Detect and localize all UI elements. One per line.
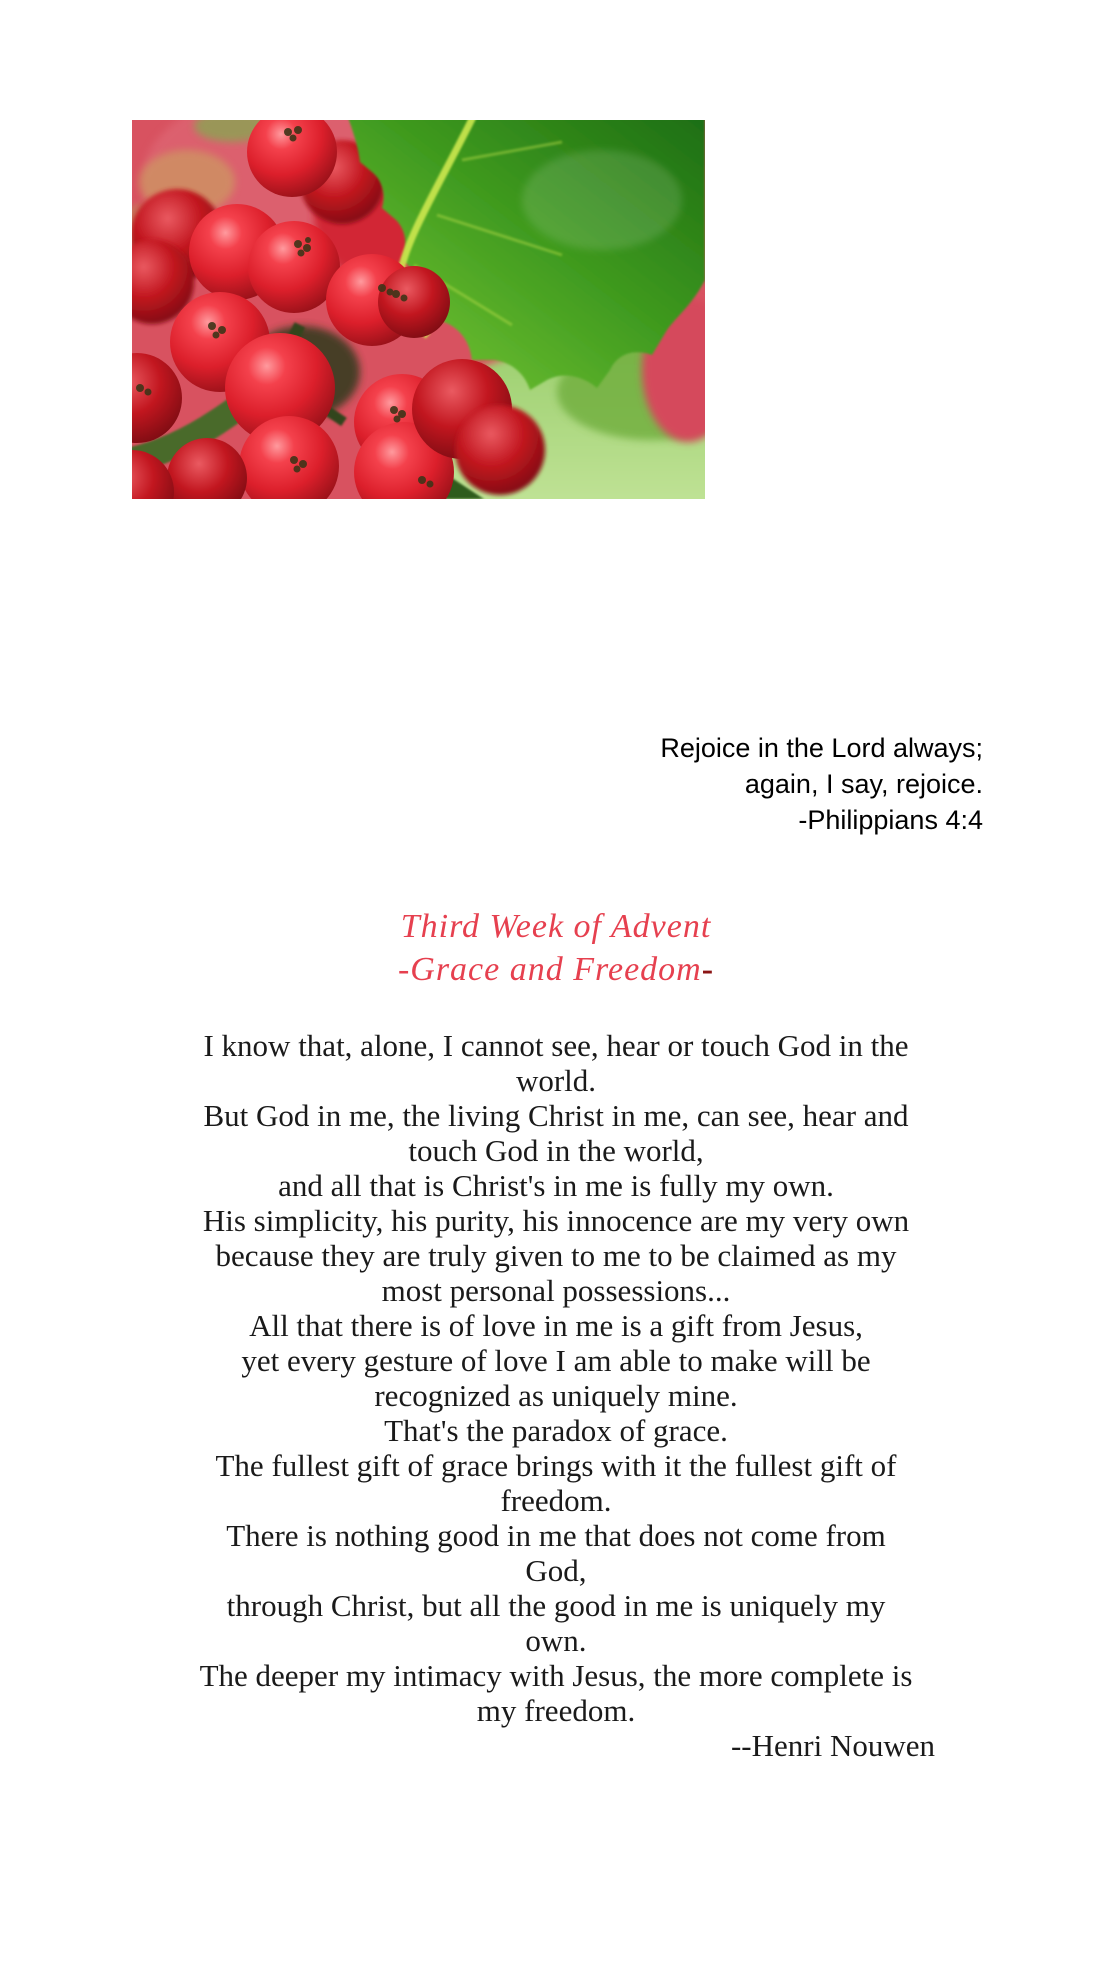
- nouwen-quote: [0, 1028, 1112, 1763]
- poem-line: But God in me, the living Christ in me, can see, hear and: [203, 1098, 909, 1133]
- poem-line: God,: [525, 1553, 587, 1588]
- advent-theme-title: -Grace and Freedom: [397, 951, 702, 988]
- poem-line: world.: [515, 1063, 597, 1098]
- poem-line: That's the paradox of grace.: [384, 1413, 728, 1448]
- poem-line: The fullest gift of grace brings with it the fullest gift of: [215, 1448, 897, 1483]
- advent-theme-dash: -: [701, 951, 715, 988]
- scripture-line-2: again, I say, rejoice.: [744, 769, 983, 799]
- poem-line: The deeper my intimacy with Jesus, the more complete is: [199, 1658, 913, 1693]
- scripture-line-1: Rejoice in the Lord always;: [660, 733, 983, 763]
- quote-attribution: --Henri Nouwen: [730, 1728, 935, 1763]
- advent-theme-line: [0, 948, 1112, 991]
- poem-line: most personal possessions...: [381, 1273, 731, 1308]
- poem-line: own.: [525, 1623, 587, 1658]
- poem-line: and all that is Christ's in me is fully my own.: [278, 1168, 834, 1203]
- poem-line: my freedom.: [476, 1693, 636, 1728]
- poem-line: because they are truly given to me to be claimed as my: [215, 1238, 897, 1273]
- poem-line: All that there is of love in me is a gift from Jesus,: [249, 1308, 863, 1343]
- poem-line: I know that, alone, I cannot see, hear or touch God in the: [203, 1028, 909, 1063]
- holly-berries-illustration: [132, 120, 705, 499]
- poem-line: recognized as uniquely mine.: [374, 1378, 738, 1413]
- advent-week-title: Third Week of Advent: [400, 908, 712, 945]
- poem-line: yet every gesture of love I am able to make will be: [241, 1343, 871, 1378]
- poem-line: There is nothing good in me that does not come from: [226, 1518, 886, 1553]
- poem-line: freedom.: [500, 1483, 612, 1518]
- poem-line: through Christ, but all the good in me is uniquely my: [226, 1588, 886, 1623]
- scripture-reference: -Philippians 4:4: [798, 805, 983, 835]
- poem-line: His simplicity, his purity, his innocence are my very own: [202, 1203, 910, 1238]
- scripture-quote: [660, 730, 983, 838]
- holly-berries-photo: [132, 120, 705, 499]
- advent-week-heading: [0, 905, 1112, 991]
- poem-line: touch God in the world,: [408, 1133, 704, 1168]
